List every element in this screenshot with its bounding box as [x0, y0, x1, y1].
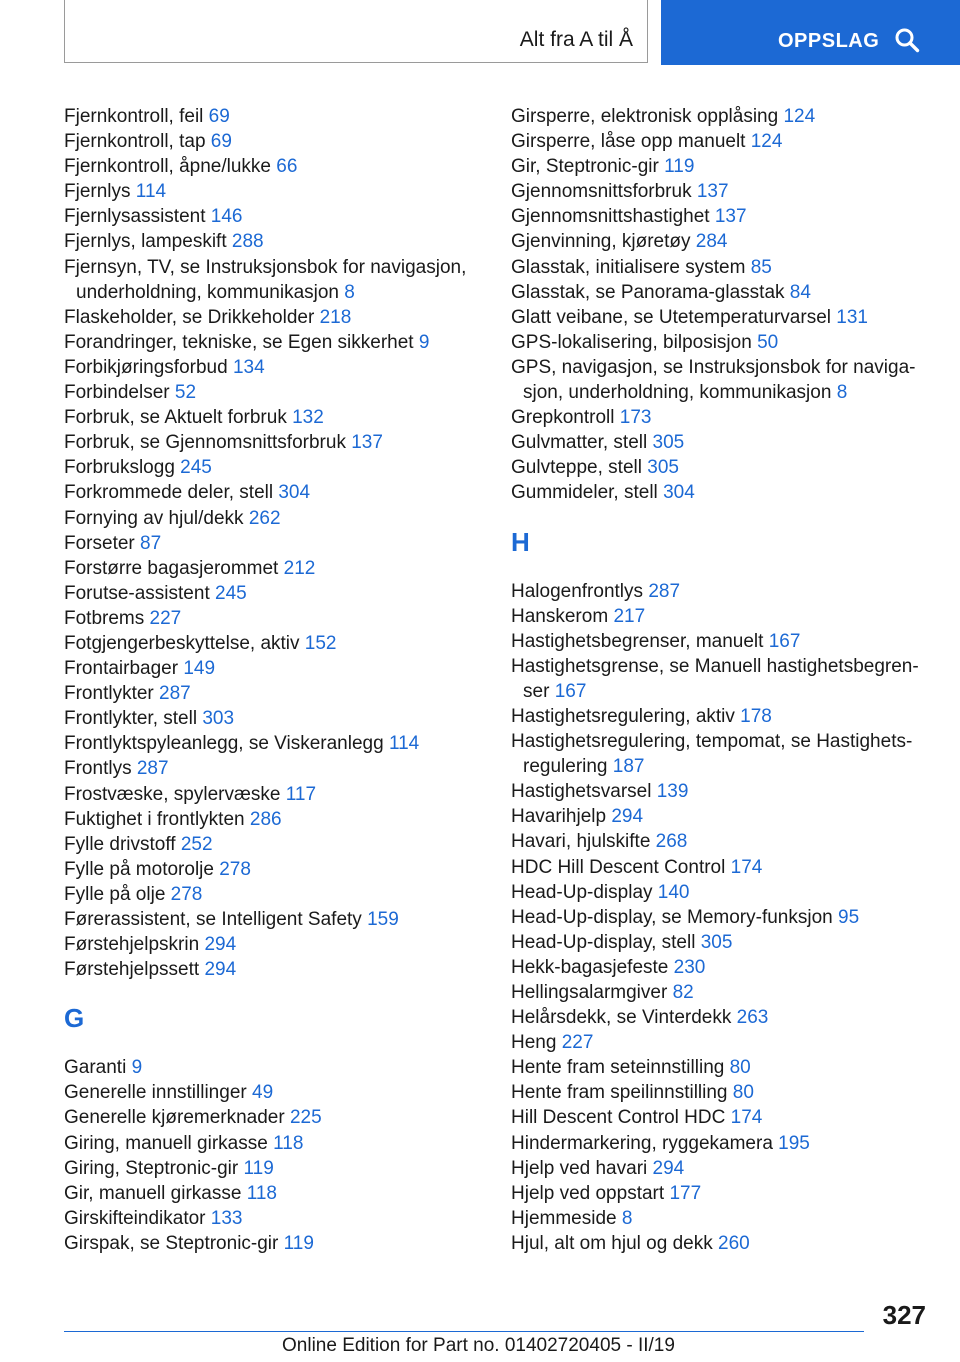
index-entry — [64, 606, 484, 631]
index-entry — [64, 932, 484, 957]
index-letter-heading: G — [64, 1003, 85, 1034]
index-entry-text: Frontlys — [64, 758, 132, 780]
index-entry-text: Gjennomsnittshastighet — [511, 206, 710, 228]
index-page-link[interactable]: 66 — [276, 156, 298, 178]
index-page-link[interactable]: 305 — [700, 931, 733, 953]
index-entry-text: Hente fram speilinnstilling — [511, 1082, 728, 1104]
index-entry-text: Gjennomsnittsforbruk — [511, 181, 692, 203]
index-page-link[interactable]: 139 — [656, 781, 689, 803]
index-entry-text: Gjenvinning, kjøretøy — [511, 231, 691, 253]
index-entry — [511, 355, 931, 405]
index-entry-text: Girsperre, elektronisk opplåsing — [511, 106, 779, 127]
index-page-link[interactable]: 304 — [663, 482, 695, 504]
index-page-link[interactable]: 217 — [613, 605, 646, 627]
index-entry-text: Heng — [511, 1032, 557, 1054]
index-entry — [64, 882, 484, 907]
index-entry — [511, 430, 931, 455]
index-entry — [511, 330, 931, 355]
index-entry-text: Glasstak, se Panorama-glasstak — [511, 281, 785, 303]
index-entry — [511, 129, 931, 154]
index-page-link[interactable]: 114 — [135, 181, 167, 203]
index-entry-text: Fjernlys — [64, 181, 131, 203]
index-page-link[interactable]: 287 — [136, 758, 169, 780]
index-entry — [511, 204, 931, 229]
index-entry-text: Gummideler, stell — [511, 482, 658, 504]
index-page-link[interactable]: 304 — [278, 482, 311, 504]
index-entry — [64, 957, 484, 982]
index-entry — [64, 330, 484, 355]
index-entry-text: Forbindelser — [64, 382, 170, 404]
index-entry — [64, 380, 484, 405]
index-entry-text: Gir, Steptronic-gir — [511, 156, 659, 178]
index-entry-text: GPS-lokalisering, bilposisjon — [511, 331, 752, 353]
index-page-link[interactable]: 152 — [304, 632, 337, 654]
index-entry — [511, 229, 931, 254]
index-entry-text: GPS, navigasjon, se Instruksjonsbok for navigasjon, underholdning, kommunikasjon — [511, 356, 916, 404]
index-entry-text: Forandringer, tekniske, se Egen sikkerhet — [64, 331, 414, 353]
index-entry — [64, 1105, 484, 1130]
index-page-link[interactable]: 263 — [736, 1007, 769, 1029]
index-entry-text: Frontlykter, stell — [64, 708, 198, 730]
index-entry — [511, 179, 931, 204]
index-page-link[interactable]: 118 — [273, 1132, 304, 1154]
index-entry-text: Generelle innstillinger — [64, 1082, 247, 1104]
section-tab-a-to-z[interactable] — [64, 0, 648, 63]
index-entry — [64, 782, 484, 807]
index-entry — [511, 804, 931, 829]
index-entry-text: Førstehjelpssett — [64, 959, 200, 981]
index-page-link[interactable]: 119 — [664, 156, 695, 178]
index-entry — [64, 1206, 484, 1231]
index-entry-text: Havari, hjulskifte — [511, 831, 651, 853]
index-entry-text: Hastighetsregulering, aktiv — [511, 705, 735, 727]
index-page-link[interactable]: 119 — [283, 1232, 314, 1254]
index-entry-text: Hellingsalarmgiver — [511, 982, 668, 1003]
index-entry-text: Glatt veibane, se Utetemperaturvarsel — [511, 306, 831, 328]
index-entry-text: Garanti — [64, 1057, 127, 1079]
index-entry — [64, 129, 484, 154]
index-entry — [511, 579, 931, 604]
index-entry-text: Forkrommede deler, stell — [64, 482, 274, 504]
index-page-link[interactable]: 137 — [351, 432, 383, 454]
index-page-link[interactable]: 118 — [246, 1182, 277, 1204]
footer-edition: Online Edition for Part no. 01402720405 - II/19 — [282, 1335, 675, 1356]
index-entry-text: Forbruk, se Aktuelt forbruk — [64, 407, 287, 429]
lookup-tab-label: OPPSLAG — [778, 30, 880, 52]
index-entry — [511, 955, 931, 980]
index-page-link[interactable]: 288 — [231, 231, 264, 253]
index-entry — [64, 581, 484, 606]
index-entry — [511, 779, 931, 804]
index-page-link[interactable]: 9 — [418, 331, 430, 353]
index-column-left — [64, 104, 484, 1256]
index-entry — [64, 179, 484, 204]
index-page-link[interactable]: 52 — [174, 382, 197, 404]
index-entry — [64, 832, 484, 857]
index-page-link[interactable]: 117 — [285, 783, 317, 805]
index-entry — [511, 1055, 931, 1080]
index-entry-text: Forstørre bagasjerommet — [64, 557, 279, 579]
index-entry — [64, 455, 484, 480]
index-page-link[interactable]: 287 — [648, 580, 681, 602]
index-page-link[interactable]: 80 — [729, 1057, 751, 1079]
index-page-link[interactable]: 159 — [367, 909, 399, 930]
index-page-link[interactable]: 80 — [732, 1082, 754, 1104]
index-entry — [64, 756, 484, 781]
index-entry-text: Girskifteindikator — [64, 1207, 206, 1229]
index-entry-text: Flaskeholder, se Drikkeholder — [64, 306, 315, 328]
index-entry-text: Hjelp ved havari — [511, 1157, 648, 1179]
index-entry-text: Hanskerom — [511, 605, 609, 627]
index-entry — [511, 305, 931, 330]
index-entry — [511, 1030, 931, 1055]
index-page-link[interactable]: 294 — [204, 934, 237, 956]
index-entry-text: Havarihjelp — [511, 806, 607, 828]
index-page-link[interactable]: 195 — [778, 1132, 810, 1154]
index-entry — [511, 1206, 931, 1231]
index-entry-text: Hill Descent Control HDC — [511, 1107, 726, 1129]
index-page-link[interactable]: 177 — [669, 1182, 702, 1204]
footer-divider — [64, 1331, 864, 1332]
index-page-link[interactable]: 87 — [140, 532, 162, 554]
index-entry — [511, 905, 931, 930]
index-page-link[interactable]: 187 — [612, 756, 645, 778]
index-entry-text: Hekk-bagasjefeste — [511, 956, 669, 978]
index-entry-text: Fotbrems — [64, 607, 145, 629]
index-page-link[interactable]: 50 — [757, 331, 779, 353]
index-entry — [511, 930, 931, 955]
page-header — [0, 0, 960, 66]
index-page-link[interactable]: 262 — [248, 507, 281, 529]
index-entry-text: Fylle drivstoff — [64, 833, 176, 855]
index-entry — [511, 255, 931, 280]
index-entry — [64, 531, 484, 556]
index-page-link[interactable]: 133 — [210, 1207, 243, 1229]
index-page-link[interactable]: 230 — [673, 956, 706, 978]
index-page-link[interactable]: 167 — [554, 680, 587, 702]
index-entry-text: Hastighetsvarsel — [511, 781, 652, 803]
index-page-link[interactable]: 260 — [718, 1232, 750, 1254]
index-page-link[interactable]: 95 — [838, 906, 860, 928]
index-entry — [64, 1055, 484, 1080]
index-entry — [511, 405, 931, 430]
index-entry-text: Fjernlysassistent — [64, 206, 206, 228]
index-entry-text: Hastighetsregulering, tempomat, se Hastighetsregulering — [511, 731, 913, 778]
index-entry-text: Fjernsyn, TV, se Instruksjonsbok for navigasjon, underholdning, kommunikasjon — [64, 256, 467, 303]
index-page-link[interactable]: 134 — [232, 356, 265, 378]
index-entry-text: Frontairbager — [64, 658, 179, 680]
index-page-link[interactable]: 132 — [292, 407, 324, 429]
index-entry — [511, 280, 931, 305]
index-page-link[interactable]: 245 — [180, 457, 212, 479]
index-entry — [64, 807, 484, 832]
index-entry-text: Hjelp ved oppstart — [511, 1182, 665, 1204]
index-entry-text: Forutse-assistent — [64, 582, 210, 604]
index-entry-text: HDC Hill Descent Control — [511, 856, 726, 878]
index-entry — [511, 1131, 931, 1156]
index-entry — [511, 1105, 931, 1130]
index-entry — [64, 681, 484, 706]
index-entry — [511, 1156, 931, 1181]
index-entry — [511, 154, 931, 179]
index-entry-text: Fjernkontroll, åpne/lukke — [64, 156, 271, 178]
index-entry — [64, 857, 484, 882]
index-entry — [64, 229, 484, 254]
index-page-link[interactable]: 49 — [252, 1082, 274, 1104]
index-entry — [511, 1181, 931, 1206]
index-entry — [64, 154, 484, 179]
index-page-link[interactable]: 85 — [750, 256, 772, 278]
index-page-link[interactable]: 69 — [208, 106, 230, 127]
index-page-link[interactable]: 294 — [611, 806, 644, 828]
index-entry — [64, 631, 484, 656]
index-entry-text: Girspak, se Steptronic-gir — [64, 1232, 279, 1254]
index-entry — [64, 907, 484, 932]
index-page-link[interactable]: 137 — [714, 206, 747, 228]
index-page-link[interactable]: 174 — [730, 1107, 763, 1129]
index-column-right — [511, 104, 931, 1256]
index-entry — [64, 1131, 484, 1156]
index-entry-text: Fotgjengerbeskyttelse, aktiv — [64, 632, 300, 654]
index-entry — [64, 480, 484, 505]
index-entry-text: Fuktighet i frontlykten — [64, 808, 245, 830]
index-entry-text: Glasstak, initialisere system — [511, 256, 746, 278]
index-page-link[interactable]: 174 — [730, 856, 763, 878]
index-page-link[interactable]: 252 — [180, 833, 213, 855]
index-page-link[interactable]: 137 — [696, 181, 729, 203]
index-entry — [64, 405, 484, 430]
index-page-link[interactable]: 212 — [283, 557, 316, 579]
index-entry — [511, 829, 931, 854]
index-entry-text: Fornying av hjul/dekk — [64, 507, 244, 529]
index-entry-text: Hastighetsbegrenser, manuelt — [511, 630, 764, 652]
index-entry-text: Giring, manuell girkasse — [64, 1132, 268, 1154]
index-page-link[interactable]: 124 — [783, 106, 816, 127]
index-page-link[interactable]: 8 — [836, 382, 848, 404]
index-entry — [64, 706, 484, 731]
page-number: 327 — [882, 1300, 926, 1330]
index-entry-text: Frontlyktspyleanlegg, se Viskeranlegg — [64, 733, 384, 755]
index-page-link[interactable]: 124 — [750, 131, 783, 153]
index-entry — [511, 654, 931, 704]
index-entry — [64, 430, 484, 455]
index-page-link[interactable]: 149 — [183, 658, 216, 680]
index-page-link[interactable]: 140 — [657, 881, 690, 903]
index-entry — [511, 604, 931, 629]
index-entry-text: Gulvteppe, stell — [511, 457, 642, 479]
index-page-link[interactable]: 131 — [836, 306, 868, 328]
index-page-link[interactable]: 294 — [652, 1157, 685, 1179]
index-page-link[interactable]: 119 — [243, 1157, 274, 1179]
index-page-link[interactable]: 278 — [170, 883, 203, 905]
index-page-link[interactable]: 278 — [219, 858, 251, 880]
index-page-link[interactable]: 303 — [202, 708, 235, 730]
index-entry-text: Giring, Steptronic-gir — [64, 1157, 239, 1179]
index-entry-text: Generelle kjøremerknader — [64, 1107, 285, 1129]
index-page-link[interactable]: 305 — [647, 457, 679, 479]
index-entry — [511, 455, 931, 480]
index-letter-heading: H — [511, 526, 530, 557]
index-entry — [511, 629, 931, 654]
index-entry-text: Fjernkontroll, feil — [64, 106, 204, 127]
index-page-link[interactable]: 84 — [789, 281, 811, 303]
index-entry — [64, 204, 484, 229]
index-page-link[interactable]: 227 — [149, 607, 182, 629]
index-page-link[interactable]: 225 — [289, 1107, 322, 1129]
index-page-link[interactable]: 305 — [652, 432, 685, 454]
index-page-link[interactable]: 268 — [655, 831, 688, 853]
index-page-link[interactable]: 167 — [768, 630, 801, 652]
index-page-link[interactable]: 287 — [159, 683, 191, 705]
index-entry-text: Frostvæske, spylervæske — [64, 783, 281, 805]
index-page-link[interactable]: 284 — [695, 231, 728, 253]
index-page-link[interactable]: 245 — [215, 582, 247, 604]
index-entry — [511, 704, 931, 729]
index-page-link[interactable]: 218 — [319, 306, 352, 328]
index-entry-text: Førerassistent, se Intelligent Safety — [64, 909, 362, 930]
index-entry-text: Hente fram seteinnstilling — [511, 1057, 725, 1079]
index-entry-text: Fylle på motorolje — [64, 858, 214, 880]
index-entry — [64, 1156, 484, 1181]
index-entry — [511, 1080, 931, 1105]
index-entry-text: Hindermarkering, ryggekamera — [511, 1132, 773, 1154]
index-entry — [64, 305, 484, 330]
index-entry-text: Gir, manuell girkasse — [64, 1182, 242, 1204]
index-entry-text: Hjul, alt om hjul og dekk — [511, 1232, 713, 1254]
index-entry — [64, 104, 484, 129]
index-entry-text: Grepkontroll — [511, 407, 615, 429]
index-entry — [64, 506, 484, 531]
index-entry — [511, 729, 931, 779]
index-entry-text: Head-Up-display, se Memory-funksjon — [511, 906, 833, 928]
index-page-link[interactable]: 146 — [210, 206, 243, 228]
index-entry-text: Frontlykter — [64, 683, 154, 705]
index-page-link[interactable]: 69 — [210, 131, 232, 153]
index-entry-text: Fjernlys, lampeskift — [64, 231, 227, 253]
search-icon[interactable] — [894, 27, 920, 53]
index-entry-text: Forbrukslogg — [64, 457, 175, 479]
index-entry — [511, 855, 931, 880]
index-entry — [511, 480, 931, 505]
index-entry — [511, 880, 931, 905]
index-page-link[interactable]: 8 — [621, 1207, 633, 1229]
index-entry-text: Hastighetsgrense, se Manuell hastighetsbegrenser — [511, 655, 919, 702]
index-entry-text: Helårsdekk, se Vinterdekk — [511, 1007, 732, 1029]
index-page-link[interactable]: 114 — [388, 733, 420, 755]
index-entry-text: Fjernkontroll, tap — [64, 131, 206, 153]
index-entry-text: Forbikjøringsforbud — [64, 356, 228, 378]
index-entry-text: Forbruk, se Gjennomsnittsforbruk — [64, 432, 346, 454]
index-entry-text: Halogenfrontlys — [511, 580, 644, 602]
index-entry — [64, 1181, 484, 1206]
index-entry-text: Fylle på olje — [64, 883, 166, 905]
index-entry-text: Hjemmeside — [511, 1207, 617, 1229]
index-page-link[interactable]: 294 — [204, 959, 237, 981]
index-entry — [64, 556, 484, 581]
index-entry — [64, 1231, 484, 1256]
index-page-link[interactable]: 286 — [249, 808, 282, 830]
index-entry — [511, 1005, 931, 1030]
index-entry-text: Gulvmatter, stell — [511, 432, 648, 454]
index-entry-text: Forseter — [64, 532, 135, 554]
index-entry — [511, 980, 931, 1005]
index-entry-text: Førstehjelpskrin — [64, 934, 200, 956]
section-tab-label: Alt fra A til Å — [519, 28, 633, 51]
index-entry-text: Head-Up-display — [511, 881, 653, 903]
index-entry — [64, 656, 484, 681]
index-entry — [511, 1231, 931, 1256]
index-entry — [64, 255, 484, 305]
index-page-link[interactable]: 8 — [344, 281, 355, 303]
index-entry — [64, 731, 484, 756]
index-entry-text: Girsperre, låse opp manuelt — [511, 131, 746, 153]
index-page-link[interactable]: 227 — [561, 1032, 594, 1054]
index-entry — [511, 104, 931, 129]
index-page-link[interactable]: 9 — [131, 1057, 143, 1079]
index-entry — [64, 1080, 484, 1105]
index-entry-text: Head-Up-display, stell — [511, 931, 696, 953]
index-entry — [64, 355, 484, 380]
index-page-link[interactable]: 82 — [672, 982, 694, 1003]
lookup-tab[interactable] — [661, 0, 960, 65]
index-page-link[interactable]: 173 — [619, 407, 652, 429]
index-page-link[interactable]: 178 — [740, 705, 772, 727]
